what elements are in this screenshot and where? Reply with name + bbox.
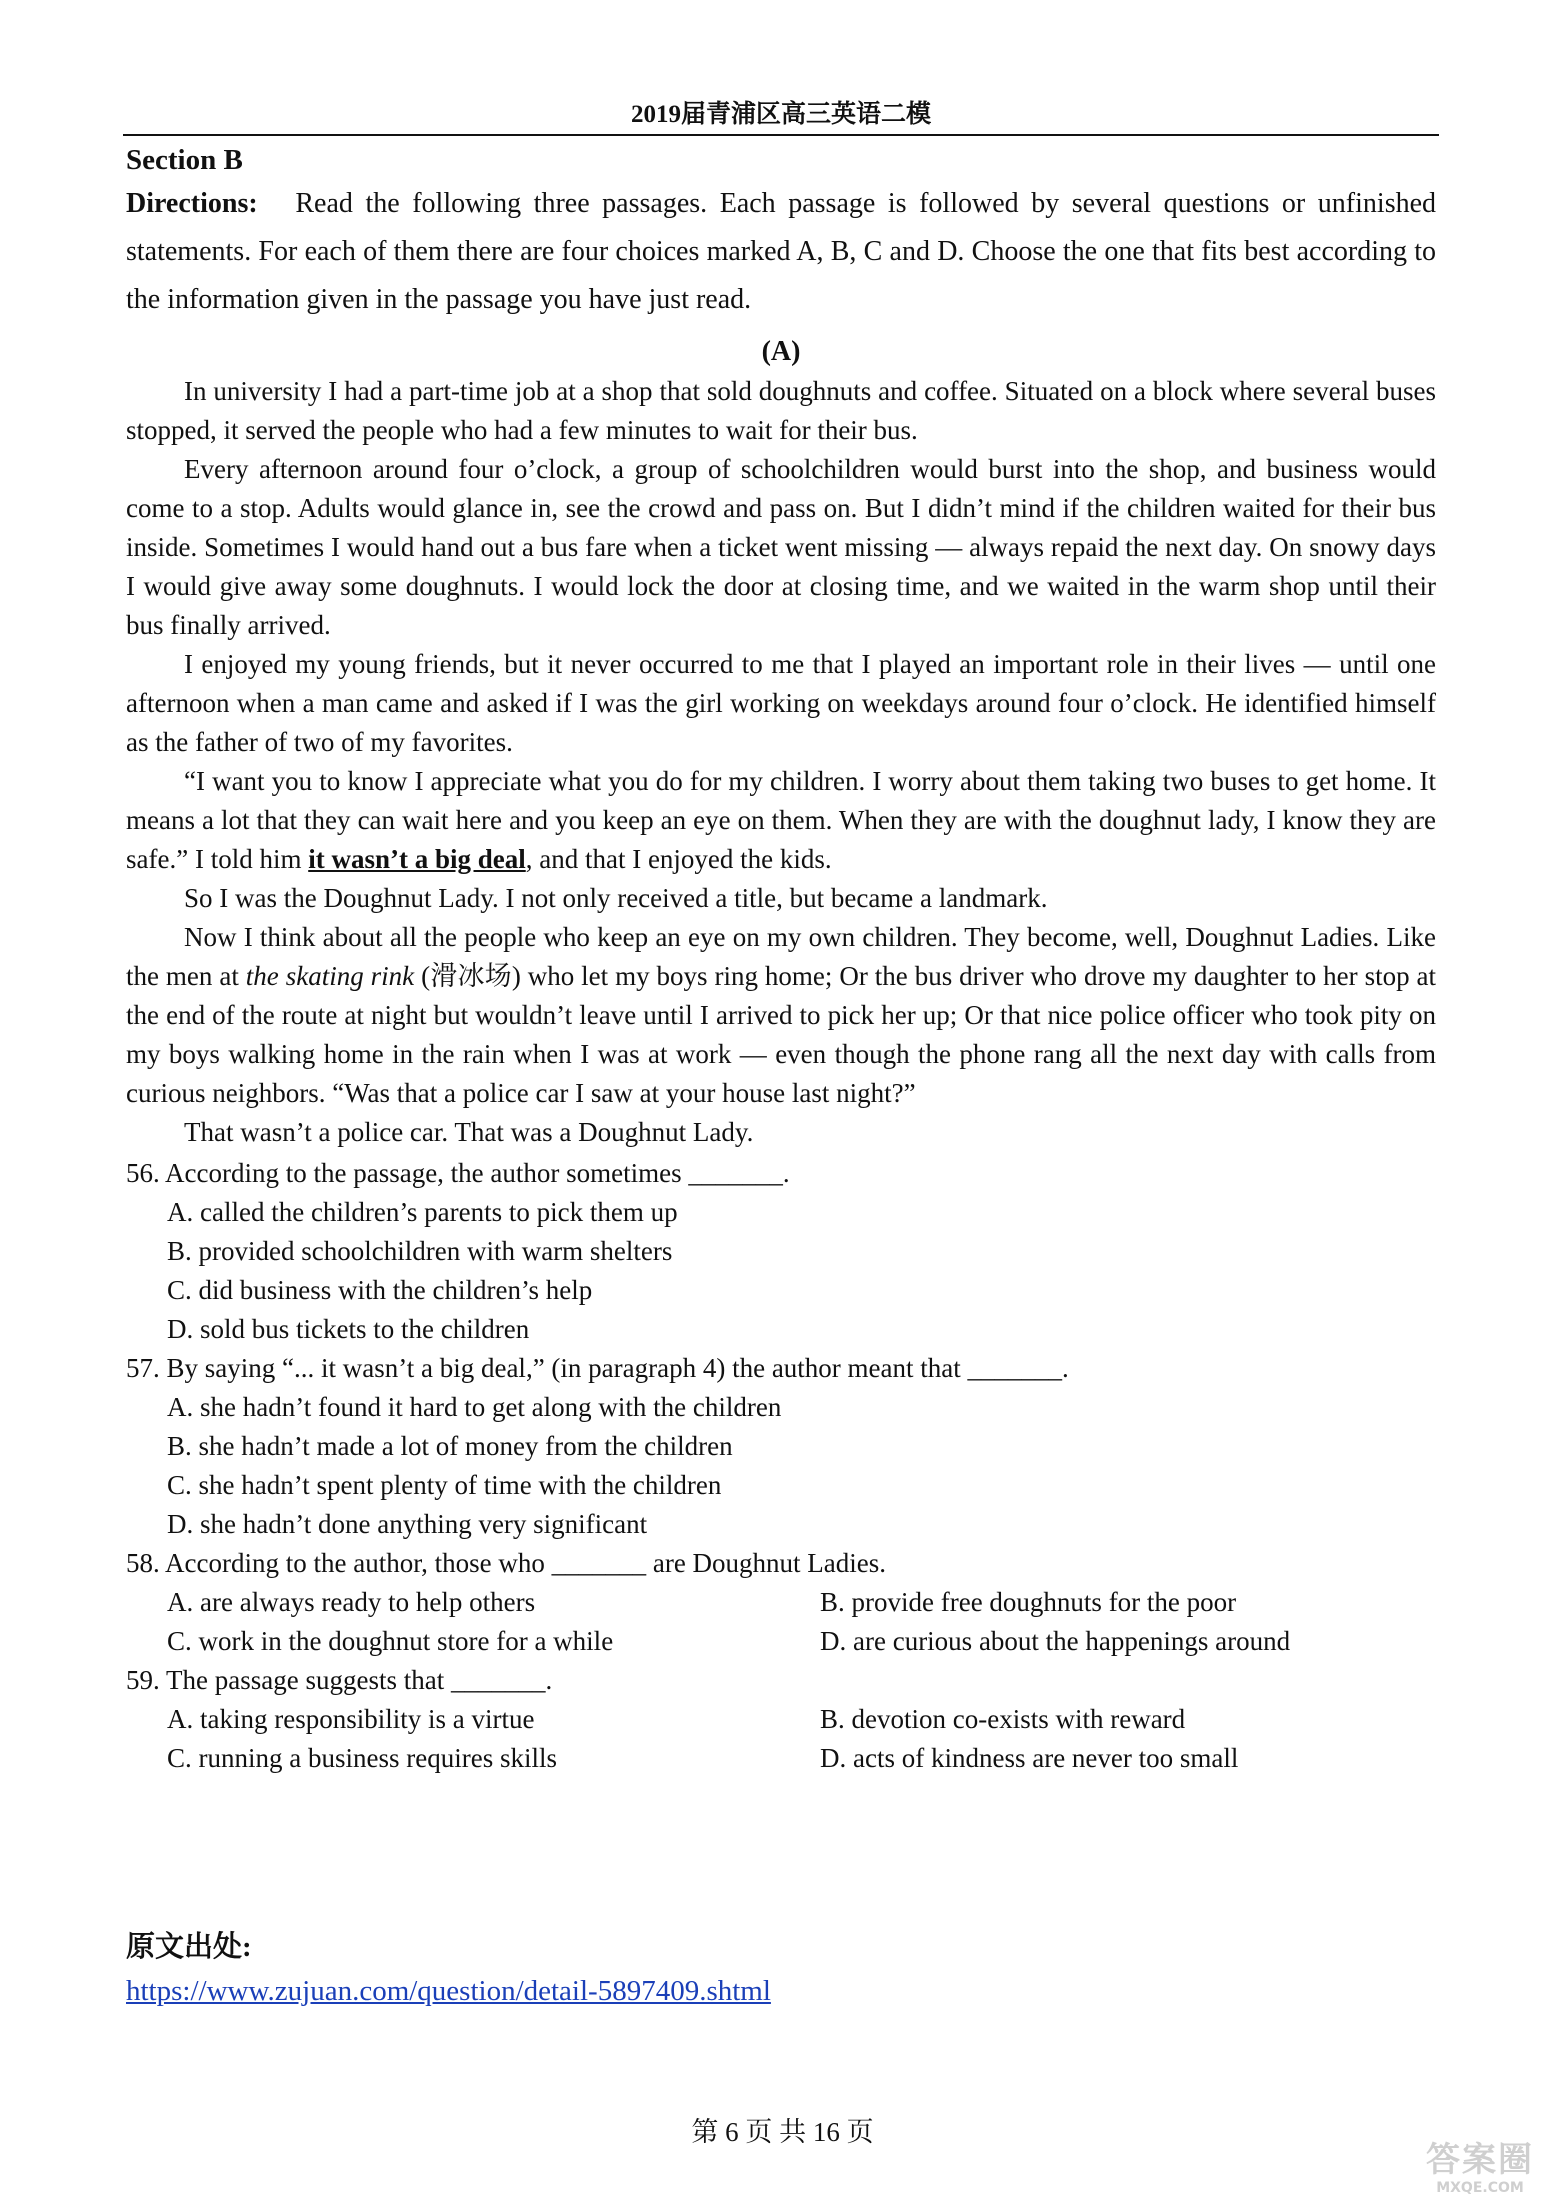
passage-paragraph-4 [126,762,1436,879]
option-b: B. provided schoolchildren with warm shelters [167,1236,673,1266]
option-d: D. are curious about the happenings around [820,1626,1291,1656]
option-a: A. taking responsibility is a virtue [167,1704,535,1734]
option-grid [167,1583,1436,1661]
question-list [126,1154,1436,1778]
p4-text-b: , and that I enjoyed the kids. [525,844,832,874]
question-58 [126,1544,1436,1661]
question-56 [126,1154,1436,1349]
option-a: A. called the children’s parents to pick them up [167,1197,678,1227]
watermark-logo-text: 答案圈 [1426,2140,1534,2180]
passage-paragraph-3: I enjoyed my young friends, but it never occurred to me that I played an important role in their lives — until one afternoon when a man came and asked if I was the girl working on weekdays around four o’clock. He identified himself as the father of two of my favorites. [126,649,1436,757]
exam-page [126,60,1436,1778]
option-d: D. she hadn’t done anything very significant [167,1509,648,1539]
p4-text-a: “I want you to know I appreciate what you do for my children. I worry about them taking two buses to get home. It means a lot that they can wait here and you keep an eye on them. When they are with the doughnut lady, I know they are safe.” I told him [126,766,1436,874]
p6-text-a: Now I think about all the people who keep an eye on my own children. They become, well, Doughnut Ladies. Like the men at [126,922,1436,991]
option-c: C. work in the doughnut store for a while [167,1626,614,1656]
option-c: C. did business with the children’s help [167,1275,593,1305]
question-stem: 57. By saying “... it wasn’t a big deal,” (in paragraph 4) the author meant that _______. [126,1353,1069,1383]
section-title: Section B [126,144,243,176]
option-a: A. are always ready to help others [167,1587,536,1617]
option-a: A. she hadn’t found it hard to get along with the children [167,1392,782,1422]
question-57 [126,1349,1436,1544]
directions-label: Directions: [126,188,258,219]
source-title: 原文出处: [126,1931,252,1963]
page-footer: 第 6 页 共 16 页 [691,2117,874,2147]
directions-text: Read the following three passages. Each passage is followed by several questions or unfinished statements. For each of them there are four choices marked A, B, C and D. Choose the one that fits best according to the information given in the passage you have just read. [126,188,1437,315]
p4-highlight: it wasn’t a big deal [308,844,526,874]
option-d: D. sold bus tickets to the children [167,1314,530,1344]
question-stem: 56. According to the passage, the author sometimes _______. [126,1158,790,1188]
option-d: D. acts of kindness are never too small [820,1743,1239,1773]
passage-paragraph-5: So I was the Doughnut Lady. I not only received a title, but became a landmark. [184,883,1048,913]
passage-paragraph-7: That wasn’t a police car. That was a Doughnut Lady. [184,1117,754,1147]
option-b: B. provide free doughnuts for the poor [820,1587,1237,1617]
option-c: C. she hadn’t spent plenty of time with the children [167,1470,722,1500]
passage-paragraph-2: Every afternoon around four o’clock, a group of schoolchildren would burst into the shop, and business would come to a stop. Adults would glance in, see the crowd and pass on. But I didn’t mind if the children waited for their bus inside. Sometimes I would hand out a bus fare when a ticket went missing — always repaid the next day. On snowy days I would give away some doughnuts. I would lock the door at closing time, and we waited in the warm shop until their bus finally arrived. [126,454,1436,640]
question-stem: 58. According to the author, those who _______ are Doughnut Ladies. [126,1548,887,1578]
watermark-site: MXQE.COM [1436,2180,1524,2196]
option-b: B. she hadn’t made a lot of money from the children [167,1431,733,1461]
question-stem: 59. The passage suggests that _______. [126,1665,553,1695]
passage-paragraph-6 [126,918,1436,1113]
passage-label: (A) [761,336,801,367]
option-b: B. devotion co-exists with reward [820,1704,1186,1734]
option-grid [167,1700,1436,1778]
p6-text-b: (滑冰场) who let my boys ring home; Or the bus driver who drove my daughter to her stop at the end of the route at night but wouldn’t leave until I arrived to pick her up; Or that nice police officer who took pity on my boys walking home in the rain when I was at work — even though the phone rang all the next day with calls from curious neighbors. “Was that a police car I saw at your house last night?” [126,961,1437,1108]
page-header: 2019届青浦区高三英语二模 [123,60,1439,136]
option-c: C. running a business requires skills [167,1743,557,1773]
source-link[interactable]: https://www.zujuan.com/question/detail-5897409.shtml [126,1975,771,2007]
directions [126,180,1436,324]
source-section [126,1925,771,2013]
question-59 [126,1661,1436,1778]
passage-paragraph-1: In university I had a part-time job at a shop that sold doughnuts and coffee. Situated on a block where several buses stopped, it served the people who had a few minutes to wait for their bus. [126,376,1436,445]
watermark-logo [1415,2141,1545,2201]
p6-italic: the skating rink [245,961,415,991]
